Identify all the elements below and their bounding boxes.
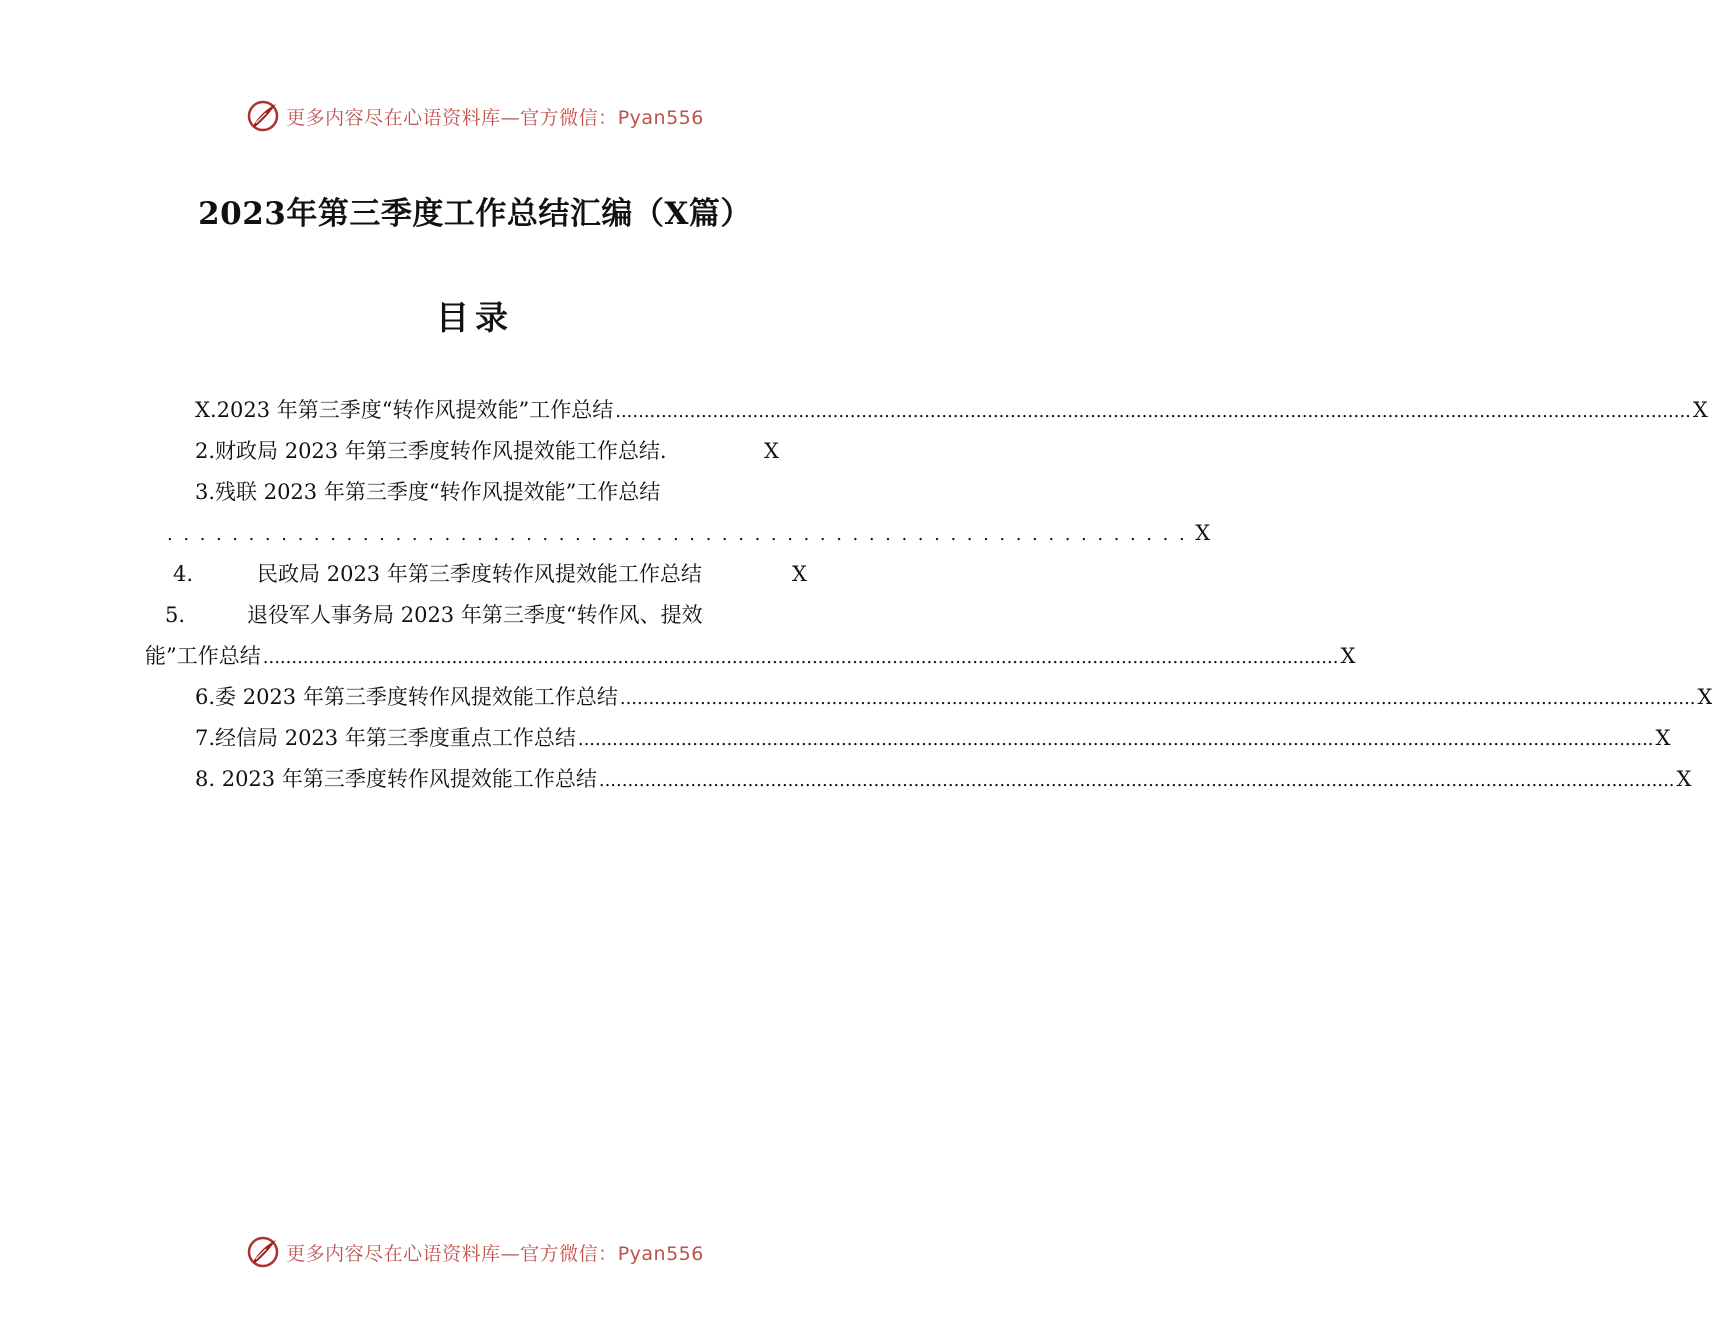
toc-page-number: X <box>1697 685 1712 709</box>
toc-item-5[interactable] <box>145 595 807 636</box>
toc-page-number: X <box>792 562 807 586</box>
toc-page-number: X <box>1195 521 1211 545</box>
toc-page-number: X <box>1692 398 1708 422</box>
toc-item-2[interactable] <box>145 431 807 472</box>
toc-item-text: 2.财政局 2023 年第三季度转作风提效能工作总结. <box>195 439 667 463</box>
toc-item-text: 7.经信局 2023 年第三季度重点工作总结 <box>195 726 576 750</box>
toc-leader <box>615 390 1691 432</box>
toc-page-number: X <box>1676 767 1692 791</box>
toc-item-3-cont[interactable] <box>145 513 1211 554</box>
toc-item-3[interactable] <box>145 472 807 513</box>
document-title: 2023年第三季度工作总结汇编（X篇） <box>198 196 752 232</box>
toc-heading: 目录 <box>436 298 514 337</box>
toc-item-5-cont[interactable] <box>145 636 1356 677</box>
table-of-contents <box>145 390 1712 800</box>
footer-watermark <box>0 1232 950 1272</box>
toc-item-text: 民政局 2023 年第三季度转作风提效能工作总结 <box>257 562 702 586</box>
toc-item-text: 能”工作总结 <box>145 644 261 668</box>
toc-item-text: X.2023 年第三季度“转作风提效能”工作总结 <box>195 398 614 422</box>
toc-item-text: 退役军人事务局 2023 年第三季度“转作风、提效 <box>247 603 703 627</box>
toc-item-number: 5. <box>165 603 186 627</box>
toc-item-4[interactable] <box>145 554 807 595</box>
toc-leader: ............................................................... <box>167 524 1196 545</box>
toc-leader <box>620 677 1696 719</box>
toc-page-number: X <box>764 439 779 463</box>
toc-page-number: X <box>1340 644 1356 668</box>
watermark-text: 更多内容尽在心语资料库—官方微信：Pyan556 <box>286 106 704 129</box>
toc-item-text: 6.委 2023 年第三季度转作风提效能工作总结 <box>195 685 618 709</box>
toc-item-7[interactable] <box>145 718 1671 759</box>
toc-item-1[interactable] <box>145 390 1708 431</box>
quill-logo-icon <box>246 99 280 133</box>
toc-item-number: 4. <box>173 562 194 586</box>
quill-logo-icon <box>246 1235 280 1269</box>
toc-item-6[interactable] <box>145 677 1712 718</box>
toc-leader <box>263 636 1339 678</box>
toc-leader <box>599 759 1675 801</box>
toc-page-number: X <box>1655 726 1671 750</box>
toc-leader <box>578 718 1654 760</box>
header-watermark <box>0 96 950 136</box>
watermark-text: 更多内容尽在心语资料库—官方微信：Pyan556 <box>286 1242 704 1265</box>
toc-item-8[interactable] <box>145 759 1692 800</box>
toc-item-text: 3.残联 2023 年第三季度“转作风提效能”工作总结 <box>195 480 661 504</box>
toc-item-text: 8. 2023 年第三季度转作风提效能工作总结 <box>195 767 597 791</box>
